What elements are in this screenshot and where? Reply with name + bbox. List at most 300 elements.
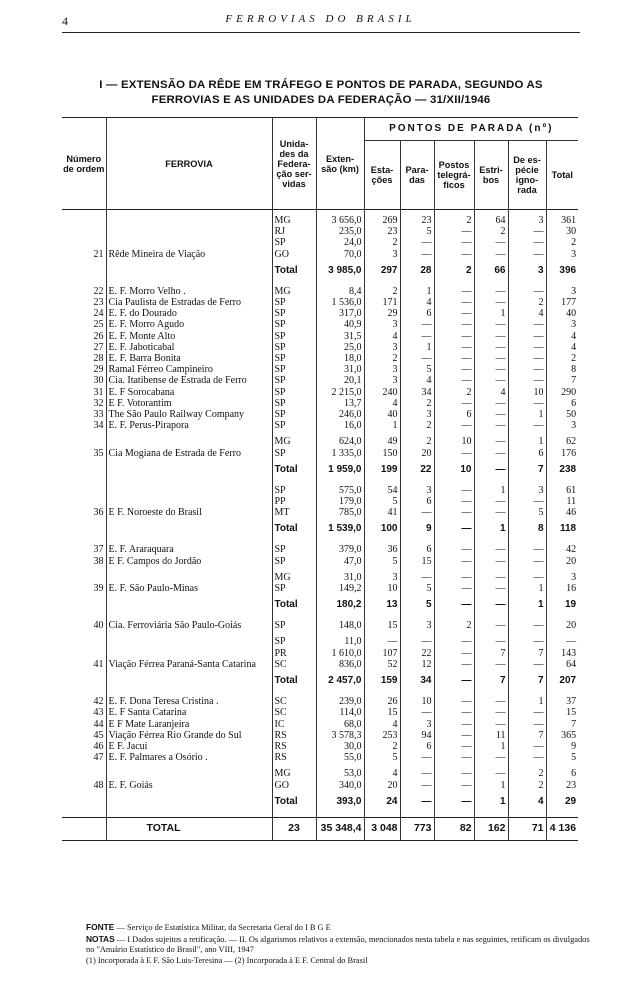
cell-estacoes: 150 [364, 448, 400, 459]
cell-total: 2 [571, 353, 577, 365]
header-extensao: Exten- são (km) [316, 118, 364, 210]
cell-uf: SC [272, 659, 316, 670]
cell-extensao: 180,2 [316, 594, 364, 615]
cell-ferrovia: Cia. Itatibense de Estrada de Ferro [106, 375, 272, 386]
cell-uf: RS [272, 752, 316, 763]
cell-ferrovia: Cia. Ferroviária São Paulo-Goiás [106, 620, 272, 631]
cell-estribos: — [474, 342, 508, 353]
cell-total: 30 [566, 226, 577, 238]
cell-ignorada: — [508, 544, 546, 555]
cell-uf: SP [272, 398, 316, 409]
cell-postos: — [434, 780, 474, 791]
cell-uf: SP [272, 448, 316, 459]
cell-ferrovia: The São Paulo Railway Company [106, 409, 272, 420]
cell-estacoes: 52 [364, 659, 400, 670]
table-row [62, 620, 578, 631]
cell-extensao: 2 457,0 [316, 670, 364, 691]
cell-extensao: 836,0 [316, 659, 364, 670]
table-row [62, 215, 578, 226]
header-ordem: Número de ordem [62, 118, 106, 210]
cell-estribos: 1 [474, 308, 508, 319]
cell-uf: GO [272, 780, 316, 791]
cell-total: 3 [571, 248, 577, 260]
cell-paradas: 12 [400, 659, 434, 670]
cell-postos: — [434, 297, 474, 308]
grand-total-label: TOTAL [106, 817, 272, 840]
table-row [62, 485, 578, 496]
cell-extensao: 340,0 [316, 780, 364, 791]
cell-uf: Total [272, 260, 316, 281]
cell-estacoes: 4 [364, 768, 400, 779]
table-title [62, 78, 580, 108]
grand-total-estacoes: 3 048 [364, 817, 400, 840]
cell-estribos: 1 [474, 518, 508, 539]
cell-estribos: 2 [474, 226, 508, 237]
data-table [62, 117, 578, 841]
cell-estacoes: 3 [364, 319, 400, 330]
cell-postos: 2 [434, 620, 474, 631]
cell-estacoes: 3 [364, 249, 400, 260]
cell-estacoes: 24 [364, 791, 400, 812]
cell-paradas: 6 [400, 544, 434, 555]
cell-uf: SP [272, 237, 316, 248]
subtotal-row [62, 670, 578, 691]
cell-total: 4 [571, 341, 577, 353]
cell-ferrovia: Cia Paulista de Estradas de Ferro [106, 297, 272, 308]
cell-postos: — [434, 696, 474, 707]
cell-paradas: 94 [400, 730, 434, 741]
cell-ignorada: — [508, 659, 546, 670]
table-title-line-2: FERROVIAS E AS UNIDADES DA FEDERAÇÃO — 31/XII/1946 [151, 94, 491, 106]
cell-ignorada: 5 [508, 507, 546, 518]
cell-ferrovia [106, 670, 272, 691]
cell-ordem: 34 [62, 420, 106, 431]
cell-ferrovia: E F. Noroeste do Brasil [106, 507, 272, 518]
cell-ignorada: 3 [508, 485, 546, 496]
cell-paradas: — [400, 707, 434, 718]
cell-uf: MG [272, 436, 316, 447]
cell-ignorada: — [508, 286, 546, 297]
table-row [62, 730, 578, 741]
cell-uf: SP [272, 387, 316, 398]
table-row [62, 436, 578, 447]
table-row [62, 398, 578, 409]
cell-ordem: 36 [62, 507, 106, 518]
cell-total: 3 [571, 319, 577, 331]
cell-estacoes: 240 [364, 387, 400, 398]
cell-uf: Total [272, 594, 316, 615]
cell-ordem [62, 237, 106, 248]
cell-uf: SP [272, 342, 316, 353]
cell-total: 143 [561, 647, 577, 659]
cell-postos: 2 [434, 215, 474, 226]
cell-total: 207 [559, 674, 577, 686]
cell-estribos: 1 [474, 485, 508, 496]
cell-ordem: 41 [62, 659, 106, 670]
cell-ignorada: — [508, 237, 546, 248]
cell-paradas: 3 [400, 620, 434, 631]
cell-estacoes: — [364, 636, 400, 647]
cell-paradas: — [400, 249, 434, 260]
table-footer [62, 817, 578, 840]
cell-paradas: 22 [400, 648, 434, 659]
cell-estribos: — [474, 696, 508, 707]
cell-extensao: 31,5 [316, 331, 364, 342]
header-paradas: Para- das [400, 141, 434, 210]
cell-ordem: 48 [62, 780, 106, 791]
cell-total: 3 [571, 420, 577, 432]
cell-estacoes: 3 [364, 572, 400, 583]
cell-ferrovia [106, 768, 272, 779]
table-row [62, 420, 578, 431]
cell-ignorada: — [508, 719, 546, 730]
cell-postos: — [434, 448, 474, 459]
cell-extensao: 1 539,0 [316, 518, 364, 539]
cell-postos: — [434, 741, 474, 752]
cell-estacoes: 4 [364, 398, 400, 409]
cell-uf: MG [272, 768, 316, 779]
cell-estacoes: 23 [364, 226, 400, 237]
header-pontos-de-parada: PONTOS DE PARADA (nº) [364, 118, 578, 141]
cell-ignorada: — [508, 319, 546, 330]
cell-ferrovia: Rêde Mineira de Viação [106, 249, 272, 260]
cell-total: 20 [566, 620, 577, 632]
cell-ferrovia [106, 485, 272, 496]
cell-ordem: 33 [62, 409, 106, 420]
grand-total-row [62, 817, 578, 840]
table-row [62, 353, 578, 364]
grand-total-estribos: 162 [474, 817, 508, 840]
cell-extensao: 11,0 [316, 636, 364, 647]
table-row [62, 387, 578, 398]
cell-extensao: 3 656,0 [316, 215, 364, 226]
cell-extensao: 18,0 [316, 353, 364, 364]
subtotal-row [62, 518, 578, 539]
cell-ignorada: 1 [508, 594, 546, 615]
cell-uf: SP [272, 297, 316, 308]
fonte-label: FONTE [86, 922, 115, 932]
grand-total-uf: 23 [272, 817, 316, 840]
cell-estacoes: 15 [364, 707, 400, 718]
cell-paradas: 1 [400, 286, 434, 297]
cell-ferrovia: E. F. Barra Bonita [106, 353, 272, 364]
table-header [62, 118, 578, 210]
cell-estacoes: 5 [364, 496, 400, 507]
cell-postos: — [434, 420, 474, 431]
cell-paradas: 34 [400, 670, 434, 691]
cell-estacoes: 13 [364, 594, 400, 615]
cell-total: 9 [571, 740, 577, 752]
cell-postos: — [434, 707, 474, 718]
cell-extensao: 3 578,3 [316, 730, 364, 741]
cell-extensao: 149,2 [316, 583, 364, 594]
cell-ordem [62, 518, 106, 539]
cell-extensao: 317,0 [316, 308, 364, 319]
cell-paradas: — [400, 768, 434, 779]
table-row [62, 752, 578, 763]
subtotal-row [62, 594, 578, 615]
cell-estribos: 66 [474, 260, 508, 281]
cell-estribos: — [474, 420, 508, 431]
cell-total: 2 [571, 237, 577, 249]
cell-paradas: 5 [400, 583, 434, 594]
cell-total: 19 [564, 599, 577, 611]
cell-uf: MG [272, 286, 316, 297]
cell-uf: MT [272, 507, 316, 518]
cell-estacoes: 3 [364, 375, 400, 386]
cell-postos: — [434, 308, 474, 319]
cell-estacoes: 5 [364, 752, 400, 763]
table-container [62, 117, 578, 841]
cell-ordem: 42 [62, 696, 106, 707]
cell-ignorada: 4 [508, 308, 546, 319]
cell-ordem [62, 485, 106, 496]
cell-total: 37 [566, 696, 577, 708]
table-row [62, 648, 578, 659]
table-row [62, 226, 578, 237]
page-number: 4 [62, 14, 68, 28]
cell-uf: SP [272, 620, 316, 631]
cell-ignorada: — [508, 249, 546, 260]
cell-uf: RJ [272, 226, 316, 237]
cell-estribos: — [474, 459, 508, 480]
cell-estacoes: 171 [364, 297, 400, 308]
cell-paradas: 10 [400, 696, 434, 707]
cell-ordem: 35 [62, 448, 106, 459]
subtotal-row [62, 260, 578, 281]
cell-ignorada: — [508, 331, 546, 342]
cell-ordem [62, 768, 106, 779]
cell-ordem: 32 [62, 398, 106, 409]
cell-ignorada: 7 [508, 670, 546, 691]
cell-estribos: — [474, 319, 508, 330]
cell-estribos: — [474, 409, 508, 420]
subtotal-row [62, 791, 578, 812]
cell-estacoes: 4 [364, 331, 400, 342]
cell-ferrovia: E. F. Perus-Pirapora [106, 420, 272, 431]
cell-ordem: 24 [62, 308, 106, 319]
cell-ferrovia [106, 436, 272, 447]
cell-estacoes: 54 [364, 485, 400, 496]
cell-uf: SP [272, 409, 316, 420]
cell-ordem: 23 [62, 297, 106, 308]
grand-total-extensao: 35 348,4 [316, 817, 364, 840]
cell-postos: 10 [434, 459, 474, 480]
cell-estribos: — [474, 286, 508, 297]
cell-postos: — [434, 353, 474, 364]
cell-extensao: 70,0 [316, 249, 364, 260]
cell-extensao: 55,0 [316, 752, 364, 763]
cell-paradas: 34 [400, 387, 434, 398]
cell-extensao: 1 610,0 [316, 648, 364, 659]
cell-ordem [62, 636, 106, 647]
cell-estacoes: 40 [364, 409, 400, 420]
cell-total: 6 [571, 397, 577, 409]
cell-paradas: 5 [400, 364, 434, 375]
cell-total: 396 [559, 264, 577, 276]
cell-ignorada: — [508, 496, 546, 507]
cell-estacoes: 4 [364, 719, 400, 730]
cell-total: 15 [566, 707, 577, 719]
cell-total: 40 [566, 308, 577, 320]
table-row [62, 696, 578, 707]
cell-postos: — [434, 791, 474, 812]
cell-total: — [566, 636, 577, 648]
cell-estribos: — [474, 636, 508, 647]
cell-total: 8 [571, 364, 577, 376]
cell-ordem [62, 226, 106, 237]
cell-estacoes: 3 [364, 342, 400, 353]
cell-estribos: 1 [474, 791, 508, 812]
cell-uf: SP [272, 583, 316, 594]
cell-ignorada: — [508, 353, 546, 364]
cell-ferrovia [106, 226, 272, 237]
table-row [62, 297, 578, 308]
cell-ignorada: 7 [508, 730, 546, 741]
table-row [62, 342, 578, 353]
table-row [62, 659, 578, 670]
cell-ignorada: 3 [508, 215, 546, 226]
cell-estacoes: 2 [364, 237, 400, 248]
cell-extensao: 16,0 [316, 420, 364, 431]
cell-ferrovia: E F. Jacuí [106, 741, 272, 752]
cell-ferrovia: E. F Sorocabana [106, 387, 272, 398]
cell-uf: SP [272, 308, 316, 319]
cell-estribos: — [474, 249, 508, 260]
fonte-note [62, 922, 592, 934]
cell-estacoes: 1 [364, 420, 400, 431]
header-ignorada: De es- pécie igno- rada [508, 141, 546, 210]
cell-ferrovia [106, 237, 272, 248]
cell-estribos: — [474, 768, 508, 779]
cell-estribos: — [474, 620, 508, 631]
cell-estacoes: 20 [364, 780, 400, 791]
cell-postos: — [434, 226, 474, 237]
cell-ferrovia: E. F. do Dourado [106, 308, 272, 319]
cell-ferrovia: E F. Campos do Jordão [106, 556, 272, 567]
cell-ordem: 37 [62, 544, 106, 555]
cell-ignorada: — [508, 741, 546, 752]
cell-paradas: 2 [400, 436, 434, 447]
cell-uf: SP [272, 375, 316, 386]
cell-uf: RS [272, 730, 316, 741]
cell-extensao: 575,0 [316, 485, 364, 496]
cell-uf: IC [272, 719, 316, 730]
cell-postos: — [434, 496, 474, 507]
cell-ignorada: 1 [508, 696, 546, 707]
cell-ordem: 21 [62, 249, 106, 260]
cell-paradas: — [400, 572, 434, 583]
cell-ignorada: 2 [508, 768, 546, 779]
cell-extensao: 624,0 [316, 436, 364, 447]
cell-paradas: — [400, 319, 434, 330]
cell-total: 7 [571, 375, 577, 387]
cell-extensao: 20,1 [316, 375, 364, 386]
cell-ferrovia: Viação Férrea Rio Grande do Sul [106, 730, 272, 741]
cell-ignorada: 10 [508, 387, 546, 398]
cell-paradas: — [400, 791, 434, 812]
cell-total: 3 [571, 285, 577, 297]
cell-ignorada: 7 [508, 459, 546, 480]
cell-paradas: — [400, 780, 434, 791]
cell-postos: 10 [434, 436, 474, 447]
cell-ordem [62, 496, 106, 507]
cell-estribos: 7 [474, 648, 508, 659]
cell-estacoes: 2 [364, 741, 400, 752]
cell-postos: 6 [434, 409, 474, 420]
table-title-line-1: I — EXTENSÃO DA RÊDE EM TRÁFEGO E PONTOS DE PARADA, SEGUNDO AS [99, 79, 543, 91]
cell-estribos: — [474, 572, 508, 583]
cell-total: 29 [564, 795, 577, 807]
cell-ferrovia: Viação Férrea Paraná-Santa Catarina [106, 659, 272, 670]
cell-paradas: — [400, 237, 434, 248]
table-row [62, 286, 578, 297]
cell-paradas: — [400, 353, 434, 364]
cell-estribos: — [474, 364, 508, 375]
cell-total: 20 [566, 555, 577, 567]
cell-estacoes: 5 [364, 556, 400, 567]
table-row [62, 375, 578, 386]
cell-postos: — [434, 583, 474, 594]
cell-paradas: 2 [400, 420, 434, 431]
cell-postos: — [434, 342, 474, 353]
table-row [62, 331, 578, 342]
cell-total: 3 [571, 571, 577, 583]
cell-uf: PP [272, 496, 316, 507]
header-unidades: Unida- des da Federa- ção ser- vidas [272, 118, 316, 210]
cell-ignorada: 8 [508, 518, 546, 539]
cell-paradas: 23 [400, 215, 434, 226]
cell-postos: — [434, 507, 474, 518]
cell-extensao: 114,0 [316, 707, 364, 718]
cell-estacoes: 100 [364, 518, 400, 539]
cell-total: 62 [566, 436, 577, 448]
cell-uf: Total [272, 791, 316, 812]
cell-ignorada: — [508, 375, 546, 386]
cell-extensao: 179,0 [316, 496, 364, 507]
cell-total: 4 [571, 330, 577, 342]
cell-ferrovia [106, 636, 272, 647]
cell-ferrovia: E F Mate Laranjeira [106, 719, 272, 730]
cell-ferrovia: E. F. Monte Alto [106, 331, 272, 342]
cell-estribos: — [474, 752, 508, 763]
cell-estribos: 7 [474, 670, 508, 691]
cell-postos: — [434, 518, 474, 539]
cell-uf: SP [272, 544, 316, 555]
cell-total: 16 [566, 583, 577, 595]
table-row [62, 719, 578, 730]
cell-extensao: 1 959,0 [316, 459, 364, 480]
cell-ordem [62, 459, 106, 480]
cell-extensao: 31,0 [316, 364, 364, 375]
cell-ferrovia: E. F Santa Catarina [106, 707, 272, 718]
cell-paradas: 28 [400, 260, 434, 281]
cell-ordem [62, 260, 106, 281]
grand-total-ordem [62, 817, 106, 840]
cell-postos: — [434, 237, 474, 248]
cell-ordem: 39 [62, 583, 106, 594]
cell-ferrovia: E. F. Araraquara [106, 544, 272, 555]
cell-ordem: 40 [62, 620, 106, 631]
cell-estacoes: 36 [364, 544, 400, 555]
cell-paradas: 6 [400, 496, 434, 507]
table-row [62, 507, 578, 518]
cell-total: 6 [571, 768, 577, 780]
cell-postos: 2 [434, 260, 474, 281]
header-total: Total [551, 170, 573, 180]
cell-uf: SP [272, 364, 316, 375]
cell-postos: — [434, 572, 474, 583]
